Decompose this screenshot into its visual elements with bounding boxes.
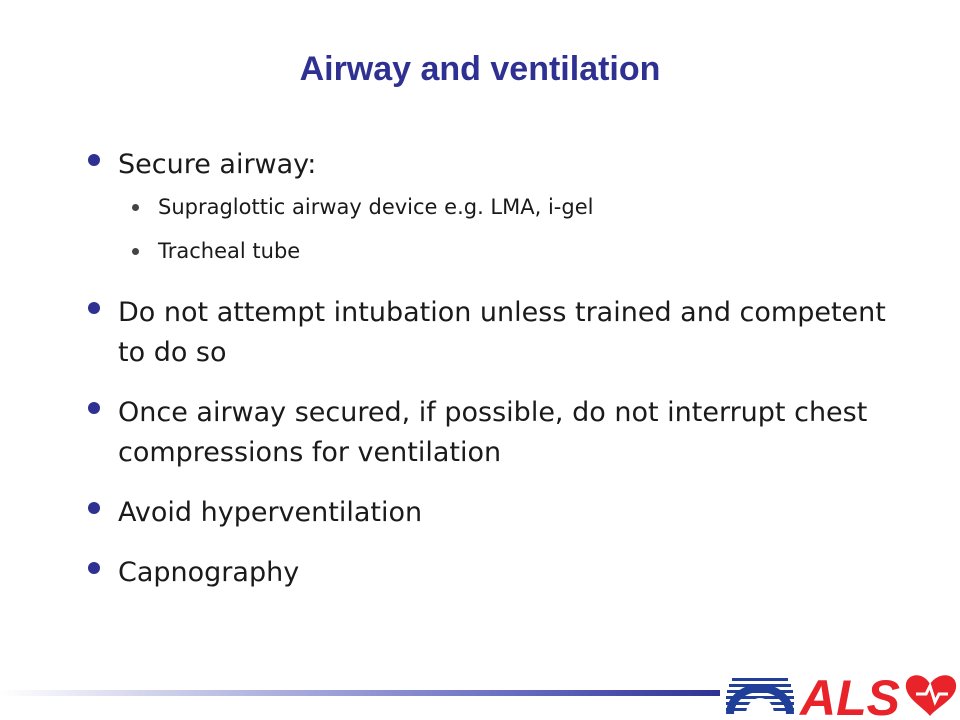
bullet-icon bbox=[88, 402, 100, 414]
sub-bullet-item bbox=[130, 235, 888, 267]
bullet-icon bbox=[88, 502, 100, 514]
bullet-text: Secure airway: bbox=[118, 149, 317, 180]
bullet-icon bbox=[88, 302, 100, 314]
sub-bullet-list bbox=[88, 191, 888, 267]
sub-bullet-icon bbox=[132, 204, 139, 211]
als-logo bbox=[724, 664, 960, 720]
bullet-icon bbox=[88, 154, 100, 166]
bullet-item bbox=[88, 393, 888, 473]
bullet-list bbox=[88, 145, 888, 599]
bullet-text: Do not attempt intubation unless trained and competent to do so bbox=[118, 297, 886, 368]
bullet-text: Avoid hyperventilation bbox=[118, 497, 423, 528]
sub-bullet-text: Supraglottic airway device e.g. LMA, i-gel bbox=[158, 195, 594, 219]
bullet-text: Capnography bbox=[118, 557, 300, 588]
bullet-item bbox=[88, 553, 888, 593]
sub-bullet-item bbox=[130, 191, 888, 223]
arch-emblem-icon bbox=[726, 678, 794, 714]
bullet-item bbox=[88, 493, 888, 533]
sub-bullet-text: Tracheal tube bbox=[158, 239, 301, 263]
logo-text: ALS bbox=[800, 670, 900, 720]
bullet-text: Once airway secured, if possible, do not interrupt chest compressions for ventilation bbox=[118, 397, 868, 468]
bullet-item bbox=[88, 145, 888, 185]
bullet-item bbox=[88, 293, 888, 373]
sub-bullet-icon bbox=[132, 248, 139, 255]
bullet-icon bbox=[88, 562, 100, 574]
heart-icon bbox=[906, 675, 956, 716]
slide-title: Airway and ventilation bbox=[299, 50, 661, 88]
footer-divider bbox=[0, 690, 720, 696]
